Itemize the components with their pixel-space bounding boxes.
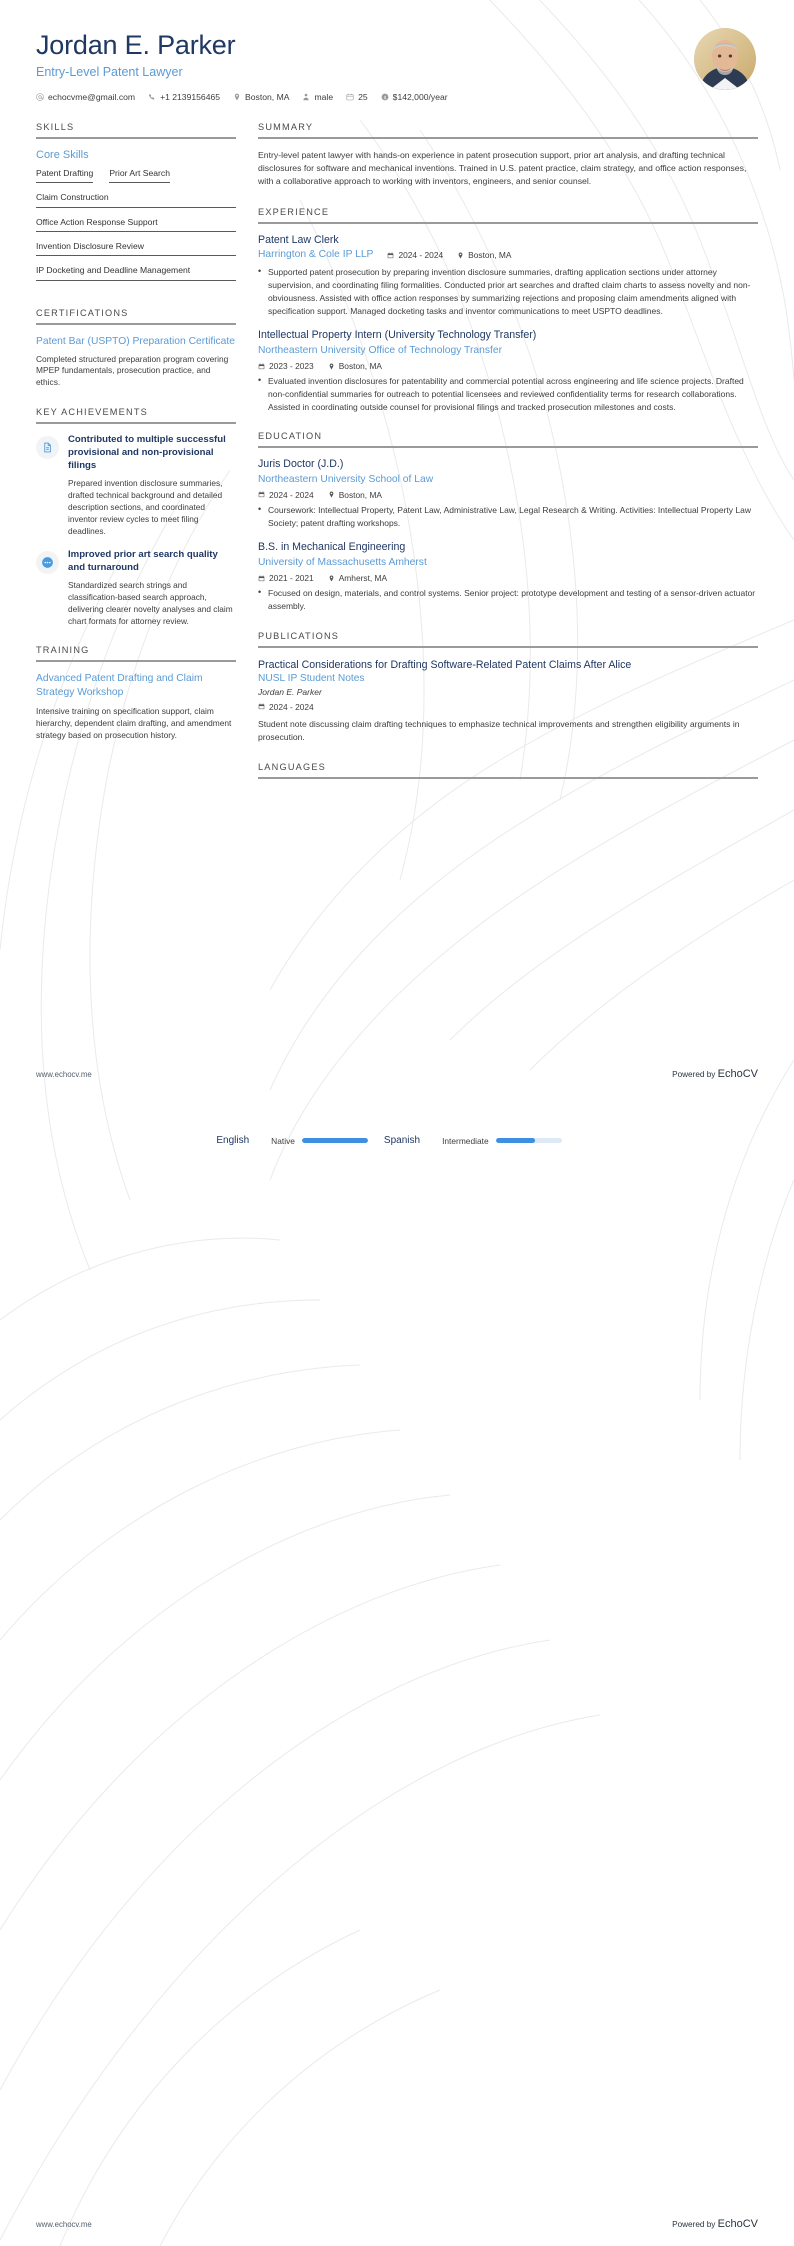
- publication-description: Student note discussing claim drafting techniques to emphasize technical improvements and strengthen eligibility arguments in prosecution.: [258, 718, 740, 742]
- dates-value: 2024 - 2024: [269, 489, 314, 500]
- section-certifications: [36, 308, 236, 390]
- achievement-item: [36, 549, 236, 627]
- experience-title: Intellectual Property Intern (University Technology Transfer): [258, 329, 537, 342]
- achievement-item: [36, 434, 236, 537]
- bullet: • Evaluated invention disclosures for patentability and commercial potential across engineering and life science projects. Drafted non-confidential summaries for outreach to potential licensees and reviewed confidentiality terms for research collaborations. Assisted in coordinating outside counsel for provisional filings and tracked prosecution milestones and costs.: [258, 375, 758, 413]
- contact-email[interactable]: [36, 92, 135, 102]
- calendar-icon: [258, 363, 265, 370]
- divider: [36, 323, 236, 325]
- skill-chip: Prior Art Search: [109, 168, 170, 183]
- language-proficiency-bar: [496, 1138, 562, 1143]
- experience-bullets: [258, 266, 758, 317]
- bullet: • Coursework: Intellectual Property, Patent Law, Administrative Law, Legal Research & Writing. Activities: Intellectual Property Law Society; patent drafting workshops.: [258, 504, 758, 530]
- certification-description: Completed structured preparation program covering MPEP fundamentals, prosecution practice, and ethics.: [36, 353, 229, 388]
- skill-chip: Invention Disclosure Review: [36, 241, 236, 256]
- language-level: Native: [271, 1135, 295, 1146]
- bullet: • Focused on design, materials, and control systems. Senior project: prototype development and testing of a sensor-driven actuator assembly.: [258, 587, 758, 613]
- education-organization: University of Massachusetts Amherst: [258, 557, 427, 569]
- experience-organization: Harrington & Cole IP LLP: [258, 249, 374, 261]
- publication-author: Jordan E. Parker: [258, 687, 322, 698]
- bullet: • Supported patent prosecution by preparing invention disclosure summaries, drafting application sections under attorney supervision, and coordinating filing formalities. Conducted prior art searches and drafted claim charts to assess novelty and non-obviousness. Assisted with office action responses by summarizing rejections and proposing claim amendments aligned with specification support. Managed docketing tasks and inventor communications to meet USPTO deadlines.: [258, 266, 758, 317]
- footer-brand: [672, 2218, 758, 2230]
- contact-gender-value: male: [314, 92, 334, 103]
- education-location: [328, 573, 387, 583]
- publications-heading: PUBLICATIONS: [258, 630, 340, 641]
- divider: [258, 137, 758, 139]
- section-languages: [258, 762, 758, 779]
- divider: [36, 137, 236, 139]
- language-level: Intermediate: [442, 1135, 489, 1146]
- skills-heading: SKILLS: [36, 122, 75, 133]
- section-training: [36, 645, 236, 741]
- language-item: [216, 1135, 374, 1146]
- training-title: Advanced Patent Drafting and Claim Strategy Workshop: [36, 673, 203, 698]
- education-title: Juris Doctor (J.D.): [258, 458, 344, 471]
- location-value: Boston, MA: [338, 489, 383, 500]
- divider: [258, 446, 758, 448]
- contact-gender: [302, 92, 333, 102]
- education-dates: [258, 490, 314, 500]
- dates-value: 2024 - 2024: [398, 250, 444, 261]
- experience-dates: [387, 250, 443, 260]
- language-item: [384, 1135, 568, 1146]
- contact-salary: [381, 92, 448, 102]
- education-bullets: [258, 587, 758, 613]
- contact-location-value: Boston, MA: [245, 92, 290, 103]
- experience-location: [457, 250, 511, 260]
- publication-source: NUSL IP Student Notes: [258, 672, 365, 684]
- dates-value: 2024 - 2024: [269, 701, 314, 712]
- location-pin-icon: [457, 252, 464, 259]
- education-organization: Northeastern University School of Law: [258, 474, 434, 486]
- calendar-icon: [387, 252, 394, 259]
- location-value: Boston, MA: [338, 361, 383, 372]
- location-value: Amherst, MA: [338, 573, 388, 584]
- money-icon: [381, 93, 389, 101]
- left-column: [36, 122, 236, 759]
- skills-group-title: Core Skills: [36, 149, 89, 162]
- achievement-title: Improved prior art search quality and turnaround: [68, 549, 218, 574]
- training-description: Intensive training on specification support, claim hierarchy, dependent claim drafting, and amendment strategy based on prosecution history.: [36, 705, 232, 741]
- certification-title: Patent Bar (USPTO) Preparation Certificate: [36, 335, 235, 347]
- location-pin-icon: [328, 491, 335, 498]
- section-publications: [258, 631, 758, 744]
- language-name: English: [216, 1135, 250, 1146]
- divider: [36, 660, 236, 662]
- calendar-icon: [258, 575, 265, 582]
- key-achievements-heading: KEY ACHIEVEMENTS: [36, 407, 148, 418]
- languages-heading: LANGUAGES: [258, 761, 326, 772]
- achievement-title: Contributed to multiple successful provisional and non-provisional filings: [68, 434, 226, 472]
- section-experience: [258, 207, 758, 414]
- dates-value: 2021 - 2021: [269, 573, 314, 584]
- brand-name: EchoCV: [717, 2218, 758, 2230]
- section-education: [258, 431, 758, 612]
- document-icon: [36, 436, 59, 459]
- location-pin-icon: [328, 363, 335, 370]
- experience-bullets: [258, 375, 758, 413]
- contact-salary-value: $142,000/year: [392, 92, 448, 103]
- education-location: [328, 490, 382, 500]
- footer-url[interactable]: www.echocv.me: [36, 1070, 92, 1079]
- experience-heading: EXPERIENCE: [258, 206, 330, 217]
- skills-list: [36, 168, 236, 290]
- education-item: [258, 541, 758, 612]
- contact-email-value: echocvme@gmail.com: [48, 92, 136, 103]
- person-icon: [302, 93, 310, 101]
- education-title: B.S. in Mechanical Engineering: [258, 541, 406, 554]
- section-skills: [36, 122, 236, 290]
- brand-name: EchoCV: [717, 1068, 758, 1080]
- location-pin-icon: [328, 575, 335, 582]
- summary-heading: SUMMARY: [258, 122, 314, 133]
- experience-dates: [258, 361, 314, 371]
- publication-item: [258, 658, 758, 744]
- experience-item: [258, 234, 758, 318]
- skill-chip: IP Docketing and Deadline Management: [36, 265, 236, 280]
- section-key-achievements: [36, 407, 236, 627]
- skill-chip: Patent Drafting: [36, 168, 93, 183]
- education-dates: [258, 573, 314, 583]
- dots-circle-icon: [36, 551, 59, 574]
- job-title: Entry-Level Patent Lawyer: [36, 65, 183, 80]
- achievement-description: Standardized search strings and classification-based search approach, delivering clearer novelty analyses and claim chart formats for attorney review.: [68, 580, 233, 627]
- contact-phone-value: +1 2139156465: [160, 92, 221, 103]
- contact-age: [346, 92, 368, 102]
- email-icon: [36, 93, 44, 101]
- contact-location: [233, 92, 289, 102]
- publication-dates: [258, 702, 314, 712]
- location-value: Boston, MA: [468, 250, 512, 261]
- publication-title: Practical Considerations for Drafting Software-Related Patent Claims After Alice: [258, 658, 632, 671]
- certification-item: [36, 335, 236, 390]
- calendar-icon: [258, 703, 265, 710]
- language-name: Spanish: [383, 1135, 421, 1146]
- avatar: [694, 28, 756, 90]
- right-column: [258, 122, 758, 797]
- education-item: [258, 458, 758, 529]
- education-bullets: [258, 504, 758, 530]
- resume-header: [0, 0, 794, 102]
- footer-brand: [672, 1068, 758, 1080]
- svg-text:$: $: [383, 95, 387, 101]
- page-title: Jordan E. Parker: [36, 30, 236, 60]
- training-item: [36, 672, 236, 741]
- experience-location: [328, 361, 382, 371]
- experience-organization: Northeastern University Office of Technology Transfer: [258, 345, 502, 357]
- experience-item: [258, 329, 758, 413]
- contact-row: [36, 92, 758, 102]
- education-heading: EDUCATION: [258, 431, 323, 442]
- footer-url[interactable]: www.echocv.me: [36, 2220, 92, 2229]
- divider: [258, 646, 758, 648]
- achievement-description: Prepared invention disclosure summaries, drafted technical background and detailed description sections, and coordinated inventor review cycles to meet filing deadlines.: [68, 478, 223, 537]
- calendar-icon: [346, 93, 354, 101]
- contact-age-value: 25: [358, 92, 368, 103]
- powered-by-label: Powered by: [672, 1070, 718, 1079]
- summary-text: Entry-level patent lawyer with hands-on experience in patent prosecution support, prior art analysis, and drafting technical disclosures for software and mechanical inventions. Trained in U.S. patent practice, claim strategy, and office action responses, with a collaborative approach to working with inventors, engineers, and senior counsel.: [258, 150, 747, 187]
- skill-chip: Claim Construction: [36, 192, 236, 207]
- divider: [258, 222, 758, 224]
- contact-phone[interactable]: [148, 92, 220, 102]
- phone-icon: [148, 93, 156, 101]
- divider: [36, 422, 236, 424]
- powered-by-label: Powered by: [672, 2220, 718, 2229]
- certifications-heading: CERTIFICATIONS: [36, 307, 129, 318]
- experience-title: Patent Law Clerk: [258, 233, 339, 246]
- training-heading: TRAINING: [36, 645, 90, 656]
- location-pin-icon: [233, 93, 241, 101]
- languages-list: [0, 1135, 794, 1146]
- section-summary: [258, 122, 758, 189]
- calendar-icon: [258, 491, 265, 498]
- page-footer: [36, 1068, 758, 1080]
- language-proficiency-bar: [302, 1138, 368, 1143]
- dates-value: 2023 - 2023: [269, 361, 314, 372]
- skill-chip: Office Action Response Support: [36, 217, 236, 232]
- page-footer: [36, 2218, 758, 2230]
- divider: [258, 777, 758, 779]
